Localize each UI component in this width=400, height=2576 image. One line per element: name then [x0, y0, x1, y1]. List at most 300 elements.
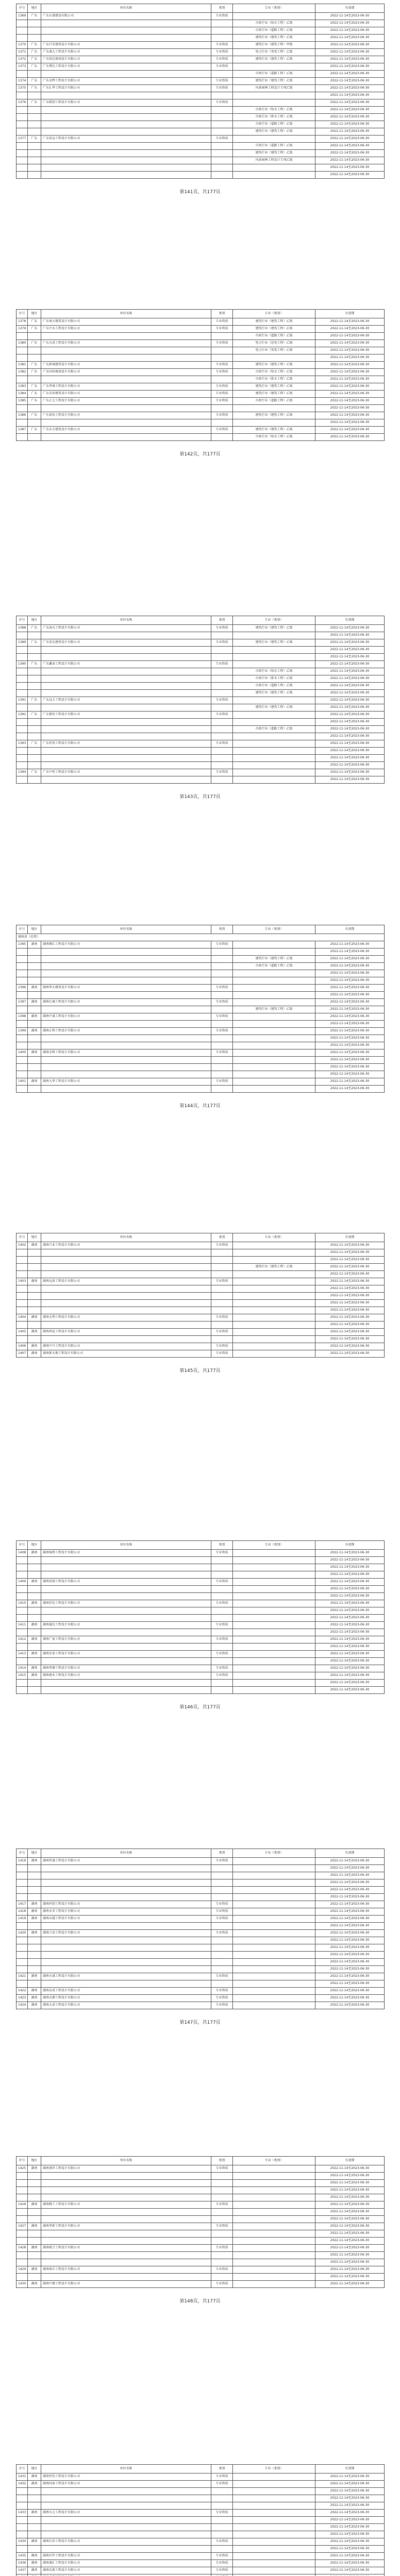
table-cell: 2022-11-14至2023-06-30 — [315, 719, 385, 726]
table-cell — [233, 776, 315, 784]
table-cell — [233, 661, 315, 668]
table-cell — [28, 92, 41, 99]
table-row — [16, 143, 385, 150]
table-cell: 专业资质 — [211, 2553, 233, 2560]
table-cell — [16, 675, 28, 683]
table-cell: 广东海天工程设计有限公司 — [41, 625, 211, 632]
table-cell: 2022-11-14至2023-06-30 — [315, 948, 385, 956]
table-cell: 专业资质 — [211, 412, 233, 419]
table-cell — [233, 1550, 315, 1557]
table-cell: 2022-11-14至2023-06-30 — [315, 164, 385, 172]
table-cell — [233, 1035, 315, 1042]
table-cell — [211, 755, 233, 762]
table-cell — [41, 1042, 211, 1049]
table-cell: 专业资质 — [211, 1651, 233, 1658]
table-cell — [41, 2517, 211, 2524]
table-cell — [16, 2574, 28, 2576]
table-row — [16, 326, 385, 333]
table-cell: 专业资质 — [211, 56, 233, 63]
table-cell: 广东 — [28, 625, 41, 632]
table-row — [16, 769, 385, 776]
table-row — [16, 1278, 385, 1285]
table-row — [16, 1959, 385, 1966]
table-cell — [28, 1564, 41, 1571]
table-row — [16, 2266, 385, 2274]
table-cell — [233, 2531, 315, 2538]
table-cell — [16, 1687, 28, 1694]
table-cell — [211, 2180, 233, 2187]
table-row — [16, 412, 385, 419]
table-cell: 湖南 — [28, 1550, 41, 1557]
table-cell: 2022-11-14至2023-06-30 — [315, 1600, 385, 1607]
table-cell: 1369 — [16, 13, 28, 20]
table-header-row — [16, 4, 385, 13]
table-cell — [233, 2281, 315, 2288]
table-cell: 广东 — [28, 398, 41, 405]
table-cell — [41, 405, 211, 412]
table-cell — [16, 1865, 28, 1872]
table-cell: 2022-11-14至2023-06-30 — [315, 1329, 385, 1336]
table-cell: 湖南 — [28, 1314, 41, 1321]
table-cell — [41, 20, 211, 27]
table-cell — [233, 2488, 315, 2495]
table-row — [16, 999, 385, 1006]
table-cell: 2022-11-14至2023-06-30 — [315, 1271, 385, 1278]
table-cell — [211, 405, 233, 412]
column-header: 类别 — [211, 1849, 233, 1858]
table-row — [16, 1593, 385, 1600]
table-cell: 2022-11-14至2023-06-30 — [315, 2524, 385, 2531]
table-header-row — [16, 2465, 385, 2473]
table-cell: 2022-11-14至2023-06-30 — [315, 726, 385, 733]
table-cell: 2022-11-14至2023-06-30 — [315, 398, 385, 405]
table-cell: 广东金辉工程设计有限公司 — [41, 78, 211, 85]
table-cell — [41, 1006, 211, 1013]
column-header: 类别 — [211, 616, 233, 625]
table-cell — [16, 1557, 28, 1564]
table-cell: 1432 — [16, 2481, 28, 2488]
table-cell: 湖南卓越工程设计有限公司 — [41, 1916, 211, 1923]
table-cell — [16, 2187, 28, 2194]
column-header: 序号 — [16, 4, 28, 13]
table-row — [16, 63, 385, 71]
table-cell — [16, 1593, 28, 1600]
table-row — [16, 690, 385, 697]
table-cell — [233, 740, 315, 748]
table-cell — [315, 2574, 385, 2576]
table-cell — [41, 1321, 211, 1329]
table-cell — [16, 333, 28, 340]
table-cell: 专业资质 — [211, 340, 233, 347]
table-row — [16, 1894, 385, 1901]
table-cell: 1382 — [16, 369, 28, 376]
table-cell — [28, 1264, 41, 1271]
column-header: 有效期 — [315, 4, 385, 13]
table-cell: 2022-11-14至2023-06-30 — [315, 2502, 385, 2510]
table-cell: 2022-11-14至2023-06-30 — [315, 1550, 385, 1557]
table-row — [16, 675, 385, 683]
table-cell — [211, 2238, 233, 2245]
table-row — [16, 1607, 385, 1615]
table-cell — [28, 683, 41, 690]
table-row — [16, 654, 385, 661]
table-cell — [211, 1586, 233, 1593]
table-cell — [41, 143, 211, 150]
table-cell — [28, 675, 41, 683]
table-cell — [233, 2473, 315, 2481]
table-cell — [28, 1944, 41, 1952]
table-cell: 湖南 — [28, 1651, 41, 1658]
table-row — [16, 27, 385, 35]
column-header: 序号 — [16, 2465, 28, 2473]
table-cell: 广东联创工程设计有限公司 — [41, 99, 211, 107]
table-cell: 1426 — [16, 2201, 28, 2209]
table-cell: 2022-11-14至2023-06-30 — [315, 2510, 385, 2517]
table-cell: 1380 — [16, 340, 28, 347]
table-cell: 市政行业（排水工程）乙级 — [233, 114, 315, 121]
table-cell — [41, 2194, 211, 2201]
table-row — [16, 733, 385, 740]
table-cell: 2022-11-14至2023-06-30 — [315, 391, 385, 398]
table-cell — [211, 2259, 233, 2266]
table-cell: 1377 — [16, 135, 28, 143]
table-row — [16, 56, 385, 63]
table-cell — [211, 1006, 233, 1013]
table-cell: 1419 — [16, 1916, 28, 1923]
registry-table — [16, 2156, 385, 2288]
table-cell — [41, 690, 211, 697]
table-cell: 广东 — [28, 49, 41, 56]
column-header: 有效期 — [315, 1541, 385, 1550]
table-row — [16, 1586, 385, 1593]
table-cell — [211, 748, 233, 755]
table-cell — [16, 1937, 28, 1944]
table-cell — [28, 172, 41, 179]
table-cell: 2022-11-14至2023-06-30 — [315, 326, 385, 333]
table-cell — [28, 2495, 41, 2502]
table-cell: 2022-11-14至2023-06-30 — [315, 2180, 385, 2187]
table-cell — [233, 1980, 315, 1988]
table-cell — [28, 733, 41, 740]
table-cell: 湖南 — [28, 1672, 41, 1680]
table-cell — [41, 683, 211, 690]
table-cell — [28, 948, 41, 956]
table-cell: 专业资质 — [211, 1930, 233, 1937]
table-cell: 广东 — [28, 318, 41, 326]
table-cell: 湖南 — [28, 1995, 41, 2002]
page-footer: 第147页，共177页 — [179, 2020, 221, 2025]
table-cell: 湖南鸿运工程设计有限公司 — [41, 1329, 211, 1336]
table-cell — [16, 1264, 28, 1271]
table-cell: 湖南 — [28, 1973, 41, 1980]
table-cell — [211, 683, 233, 690]
table-cell — [41, 1057, 211, 1064]
table-cell — [41, 719, 211, 726]
table-cell — [211, 1615, 233, 1622]
table-cell — [233, 1314, 315, 1321]
table-cell — [41, 1643, 211, 1651]
table-cell — [41, 1271, 211, 1278]
table-cell: 1418 — [16, 1908, 28, 1916]
table-row — [16, 2274, 385, 2281]
table-cell: 1402 — [16, 1242, 28, 1249]
table-cell — [233, 2517, 315, 2524]
table-row — [16, 1257, 385, 1264]
table-row — [16, 2567, 385, 2574]
table-cell — [233, 2538, 315, 2546]
table-cell — [233, 1923, 315, 1930]
table-row — [16, 2574, 385, 2576]
table-cell: 2022-11-14至2023-06-30 — [315, 2546, 385, 2553]
table-cell — [233, 2173, 315, 2180]
table-cell — [41, 2187, 211, 2194]
table-cell: 湖南 — [28, 2560, 41, 2567]
table-cell: 1376 — [16, 99, 28, 107]
table-cell — [211, 1293, 233, 1300]
table-cell — [28, 992, 41, 999]
table-cell — [28, 434, 41, 441]
table-cell: 湖南华新工程设计有限公司 — [41, 2223, 211, 2230]
table-cell — [41, 419, 211, 427]
table-cell — [28, 1064, 41, 1071]
table-cell — [233, 1680, 315, 1687]
table-cell — [16, 690, 28, 697]
table-cell — [233, 1013, 315, 1021]
column-header: 地区 — [28, 310, 41, 318]
table-cell — [211, 1064, 233, 1071]
table-cell: 广东 — [28, 63, 41, 71]
table-cell — [211, 150, 233, 157]
table-cell — [211, 690, 233, 697]
table-cell: 广东 — [28, 56, 41, 63]
table-cell — [41, 2574, 211, 2576]
table-cell — [16, 107, 28, 114]
table-cell: 广东远大工程设计有限公司 — [41, 697, 211, 704]
column-header: 序号 — [16, 1233, 28, 1242]
table-cell: 2022-11-14至2023-06-30 — [315, 733, 385, 740]
table-row — [16, 2252, 385, 2259]
table-cell — [233, 1249, 315, 1257]
table-cell — [16, 434, 28, 441]
table-cell — [41, 2238, 211, 2245]
table-cell — [233, 1271, 315, 1278]
table-cell — [28, 1865, 41, 1872]
table-cell — [28, 1086, 41, 1093]
table-row — [16, 164, 385, 172]
table-cell — [16, 1923, 28, 1930]
table-cell: 电力行业（变电工程）乙级 — [233, 347, 315, 354]
table-cell: 专业资质 — [211, 1078, 233, 1086]
table-cell: 2022-11-14至2023-06-30 — [315, 56, 385, 63]
table-cell: 1401 — [16, 1078, 28, 1086]
table-cell — [211, 2546, 233, 2553]
table-cell: 2022-11-14至2023-06-30 — [315, 78, 385, 85]
table-row — [16, 114, 385, 121]
table-cell: 2022-11-14至2023-06-30 — [315, 1006, 385, 1013]
table-cell: 市政行业（道路工程）乙级 — [233, 963, 315, 970]
table-cell: 2022-11-14至2023-06-30 — [315, 1013, 385, 1021]
table-cell — [233, 2546, 315, 2553]
table-cell — [233, 1293, 315, 1300]
table-cell: 2022-11-14至2023-06-30 — [315, 2517, 385, 2524]
table-cell: 专业资质 — [211, 13, 233, 20]
table-cell: 湖南 — [28, 1242, 41, 1249]
table-row — [16, 1078, 385, 1086]
table-cell — [233, 1973, 315, 1980]
table-cell — [28, 647, 41, 654]
page-footer: 第142页，共177页 — [179, 452, 221, 457]
table-cell: 1427 — [16, 2223, 28, 2230]
table-cell — [16, 1035, 28, 1042]
table-cell: 2022-11-14至2023-06-30 — [315, 1564, 385, 1571]
table-cell — [28, 20, 41, 27]
table-cell: 湖南 — [28, 1078, 41, 1086]
table-row — [16, 1293, 385, 1300]
table-cell — [28, 2531, 41, 2538]
table-cell: 市政行业（道路工程）乙级 — [233, 726, 315, 733]
table-cell — [16, 2502, 28, 2510]
table-cell: 1391 — [16, 697, 28, 704]
table-cell — [41, 121, 211, 128]
table-cell: 专业资质 — [211, 2245, 233, 2252]
table-cell — [41, 376, 211, 383]
table-cell — [211, 92, 233, 99]
table-row — [16, 2165, 385, 2173]
table-cell — [211, 654, 233, 661]
table-cell — [211, 2252, 233, 2259]
table-cell: 广东新城建筑设计有限公司 — [41, 362, 211, 369]
table-cell — [16, 956, 28, 963]
document-page-6 — [16, 1540, 384, 1694]
column-header: 专业（类别） — [233, 925, 315, 934]
table-row — [16, 2187, 385, 2194]
table-row — [16, 1636, 385, 1643]
table-cell: 湖南盛世工程设计有限公司 — [41, 2165, 211, 2173]
table-cell — [16, 114, 28, 121]
table-cell — [16, 762, 28, 769]
table-cell: 2022-11-14至2023-06-30 — [315, 2209, 385, 2216]
table-cell — [233, 1937, 315, 1944]
table-cell: 建筑行业（建筑工程）乙级 — [233, 128, 315, 135]
table-cell: 1403 — [16, 1278, 28, 1285]
table-cell — [233, 1593, 315, 1600]
table-cell — [41, 762, 211, 769]
table-cell — [41, 1923, 211, 1930]
table-cell: 1384 — [16, 391, 28, 398]
table-cell — [28, 704, 41, 711]
table-cell — [211, 2194, 233, 2201]
table-cell — [211, 376, 233, 383]
table-cell: 2022-11-14至2023-06-30 — [315, 654, 385, 661]
table-cell: 2022-11-14至2023-06-30 — [315, 1923, 385, 1930]
table-row — [16, 1872, 385, 1879]
table-cell: 湖南 — [28, 2165, 41, 2173]
table-cell — [16, 1271, 28, 1278]
table-cell: 湖南 — [28, 1858, 41, 1865]
table-cell — [41, 157, 211, 164]
table-cell: 2022-11-14至2023-06-30 — [315, 956, 385, 963]
table-cell — [16, 2531, 28, 2538]
table-cell: 湖南联合工程设计有限公司 — [41, 2245, 211, 2252]
table-cell: 专业资质 — [211, 2538, 233, 2546]
table-cell: 2022-11-14至2023-06-30 — [315, 49, 385, 56]
column-header: 专业（类别） — [233, 1541, 315, 1550]
table-cell — [28, 2173, 41, 2180]
table-cell — [16, 121, 28, 128]
table-cell: 2022-11-14至2023-06-30 — [315, 1264, 385, 1271]
table-cell — [211, 157, 233, 164]
table-row — [16, 1944, 385, 1952]
table-cell: 广东建信工程设计有限公司 — [41, 711, 211, 719]
table-cell — [16, 1887, 28, 1894]
table-cell: 风景园林工程设计专项乙级 — [233, 85, 315, 92]
table-cell: 2022-11-14至2023-06-30 — [315, 1988, 385, 1995]
table-cell: 2022-11-14至2023-06-30 — [315, 1665, 385, 1672]
table-cell — [41, 1680, 211, 1687]
table-row — [16, 1579, 385, 1586]
table-header-row — [16, 1233, 385, 1242]
table-cell — [211, 354, 233, 362]
table-cell: 1378 — [16, 318, 28, 326]
table-cell: 2022-11-14至2023-06-30 — [315, 354, 385, 362]
table-cell: 2022-11-14至2023-06-30 — [315, 1980, 385, 1988]
table-cell — [41, 1557, 211, 1564]
table-cell: 广东中恒工程设计有限公司 — [41, 769, 211, 776]
table-cell: 市政行业（道路工程）乙级 — [233, 71, 315, 78]
table-cell — [41, 107, 211, 114]
table-cell: 2022-11-14至2023-06-30 — [315, 1557, 385, 1564]
table-cell — [16, 2274, 28, 2281]
table-cell — [233, 164, 315, 172]
table-cell — [28, 2546, 41, 2553]
table-cell: 湖南广厦工程设计有限公司 — [41, 1636, 211, 1643]
table-cell — [41, 1615, 211, 1622]
table-cell: 2022-11-14至2023-06-30 — [315, 143, 385, 150]
table-cell — [28, 1879, 41, 1887]
table-row — [16, 1300, 385, 1307]
table-cell — [41, 956, 211, 963]
table-cell: 2022-11-14至2023-06-30 — [315, 647, 385, 654]
column-header: 有效期 — [315, 925, 385, 934]
table-cell — [28, 1057, 41, 1064]
table-cell — [211, 1035, 233, 1042]
table-cell — [41, 2209, 211, 2216]
table-cell — [16, 376, 28, 383]
table-cell — [211, 2488, 233, 2495]
table-row — [16, 99, 385, 107]
table-row — [16, 1937, 385, 1944]
table-cell: 2022-11-14至2023-06-30 — [315, 1242, 385, 1249]
table-row — [16, 49, 385, 56]
table-cell: 2022-11-14至2023-06-30 — [315, 2194, 385, 2201]
table-cell — [28, 164, 41, 172]
table-cell: 1424 — [16, 2002, 28, 2009]
table-cell: 湖南 — [28, 2266, 41, 2274]
table-cell: 湖南通汇工程设计有限公司 — [41, 2560, 211, 2567]
table-cell — [211, 1959, 233, 1966]
table-cell — [16, 27, 28, 35]
table-cell: 1429 — [16, 2266, 28, 2274]
table-cell — [211, 164, 233, 172]
table-cell: 湖南中建工程设计有限公司 — [41, 2281, 211, 2288]
table-row — [16, 1622, 385, 1629]
table-cell — [211, 2173, 233, 2180]
table-cell — [233, 419, 315, 427]
table-cell — [28, 1887, 41, 1894]
table-cell — [211, 1264, 233, 1271]
table-cell — [233, 2230, 315, 2238]
table-cell — [28, 1071, 41, 1078]
